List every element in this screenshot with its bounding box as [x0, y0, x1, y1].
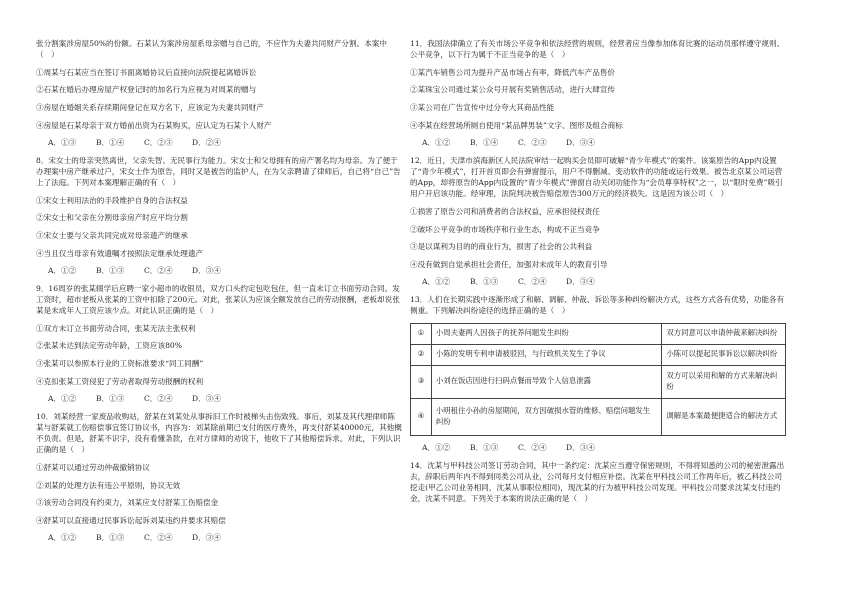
q12-option-d: D．③④ [566, 277, 595, 287]
q11-statement-1: ①某汽车销售公司为提升产品市场占有率，降低汽车产品售价 [410, 67, 616, 77]
q7-statement-1: ①周某与石某应当在签订书面离婚协议后直接向法院提起离婚诉讼 [36, 67, 257, 77]
table-cell-situation: 小陈的发明专利申请被驳回，与行政机关发生了争议 [431, 344, 662, 365]
question-11-stem: 11．我国法律确立了有关市场公平竞争和依法经营的规则，经营者应当像参加体育比赛的运动员那样遵守规则、公平竞争，以下行为属于不正当竞争的是（ ） [410, 39, 785, 60]
q12-option-c: C．②④ [518, 277, 547, 287]
question-13-stem: 13．人们在长期实践中逐渐形成了和解、调解、仲裁、诉讼等多种纠纷解决方式，这些方式各有优势，功能各有侧重。下列解决纠纷途径的选择正确的是（ ） [410, 294, 785, 316]
table-row [411, 398, 786, 435]
q9-statement-3: ③张某可以参照本行业的工资标准要求“同工同酬” [36, 358, 204, 368]
q13-option-c: C．②④ [518, 443, 547, 453]
q13-option-a: A．①② [422, 443, 451, 453]
q10-statement-1: ①舒某可以通过劳动仲裁撤销协议 [36, 462, 150, 472]
q13-table [410, 323, 786, 436]
table-cell-solution: 调解是本案最便捷适合的解决方式 [662, 398, 786, 435]
q9-statement-4: ④克扣张某工资侵犯了劳动者取得劳动报酬的权利 [36, 376, 204, 386]
q11-option-a: A．①② [422, 138, 451, 148]
table-row [411, 365, 786, 398]
q11-option-b: B．①④ [470, 138, 499, 148]
left-column [36, 38, 402, 550]
q10-statement-2: ②刘某的处理方法有违公平原则，协议无效 [36, 480, 181, 490]
q12-statement-1: ①损害了原告公司和消费者的合法权益，应承担侵权责任 [410, 206, 600, 216]
q8-option-a: A．①② [48, 266, 77, 276]
table-cell-solution: 小陈可以提起民事诉讼以解决纠纷 [662, 344, 786, 365]
q9-option-c: C．②④ [144, 394, 173, 404]
q12-option-b: B．①③ [470, 277, 499, 287]
q9-options [36, 393, 402, 404]
q7-statement-2: ②石某在婚后办理房屋产权登记时的加名行为应视为对周某的赠与 [36, 85, 257, 95]
question-12-stem: 12．近日，天津市滨海新区人民法院审结一起购买会员即可破解“青少年模式”的案件。该案原告的App内设置了“青少年模式”，打开首页即会有弹窗提示，用户不得删减、变动软件的功能或运行效果。被告北京某公司运营的App，却将原告的App内设置的“青少年模式”弹窗自动关闭功能作为“会员尊享特权”之一，以“限时免费”吸引用户开启该功能。经审理，法院判决被告赔偿原告300万元的经济损失。这是因为该公司（ ） [410, 155, 783, 199]
question-10-stem: 10．刘某经营一家废品收购站，舒某在刘某处从事拆旧工作时被梯头击伤致残。事后，刘某及其代理律师陈某与舒某就工伤赔偿事宜签订协议书，内容为：刘某除前期已支付的医疗费外，再支付舒某40000元，其他概不负责。但是，舒某不识字，没有看懂条款，在对方律师的劝说下，他收下了其他赔偿诉求。对此，下列认识正确的是（ ） [36, 411, 402, 455]
q13-options [410, 442, 786, 453]
q11-option-c: C．②③ [518, 138, 547, 148]
table-cell-number: ② [411, 344, 432, 365]
q8-option-d: D．③④ [192, 266, 221, 276]
table-cell-number: ① [411, 323, 432, 344]
question-14-stem: 14．沈某与甲科技公司签订劳动合同，其中一条约定：沈某应当遵守保密规则，不得将知悉的公司的秘密泄露出去，辞职后两年内不得到同类公司从业，公司每月支付相应补偿。沈某在甲科技公司工作两年后，被乙科技公司挖走(甲乙公司业务相同，沈某从事职位相同)，现沈某的行为被甲科技公司发现。甲科技公司要求沈某支付违约金，沈某不同意。下列关于本案的说法正确的是（ ） [410, 460, 785, 504]
q7-option-d: D．②④ [192, 138, 221, 148]
q10-option-d: D．③④ [192, 533, 221, 543]
q8-option-b: B．①③ [96, 266, 125, 276]
table-row [411, 344, 786, 365]
q9-option-b: B．①③ [96, 394, 125, 404]
q12-statement-4: ④没有做到自觉承担社会责任，加强对未成年人的教育引导 [410, 259, 608, 269]
q9-statement-2: ②张某未达到法定劳动年龄，工资应该80% [36, 341, 182, 351]
q9-statement-1: ①双方未订立书面劳动合同，张某无法主张权利 [36, 323, 196, 333]
q7-option-c: C．②③ [144, 138, 173, 148]
q13-option-d: D．③④ [566, 443, 595, 453]
q12-statement-3: ③是以谋利为目的的商业行为，损害了社会的公共利益 [410, 242, 593, 252]
q8-statement-3: ③宋女士要与父亲共同完成对母亲遗产的继承 [36, 230, 188, 240]
q8-options [36, 265, 402, 276]
q9-option-a: A．①② [48, 394, 77, 404]
q11-statement-2: ②某珠宝公司通过某公众号开展有奖销售活动，进行大肆宣传 [410, 85, 616, 95]
table-row [411, 323, 786, 344]
table-cell-number: ③ [411, 365, 432, 398]
q8-option-c: C．②④ [144, 266, 173, 276]
question-9-stem: 9．16周岁的张某辍学后应聘一家小超市的收银员，双方口头约定包吃包住，但一直未订立书面劳动合同。发工资时，超市老板从张某的工资中扣除了200元。对此，张某认为应该全额发放自己的劳动报酬，老板却说张某是未成年人工资应该少点。对此认识正确的是（ ） [36, 283, 400, 316]
q10-statement-3: ③该劳动合同没有约束力，刘某应支付舒某工伤赔偿金 [36, 498, 219, 508]
q7-options [36, 137, 402, 148]
q8-statement-2: ②宋女士和父亲在分割母亲房产时应平均分割 [36, 213, 188, 223]
q10-statement-4: ④舒某可以直接通过民事诉讼起诉刘某违约并要求其赔偿 [36, 515, 226, 525]
table-cell-situation: 小周夫妻两人因孩子的抚养问题发生纠纷 [431, 323, 662, 344]
q11-statement-4: ④李某在经营场所厕自使用“某品牌男装”文字、图形及组合商标 [410, 120, 623, 130]
q7-option-a: A．①③ [48, 138, 77, 148]
q10-option-a: A．①② [48, 533, 77, 543]
question-7-stem-tail: 张分割案涉房屋50%的份额。石某认为案涉房屋系母亲赠与自己的，不应作为夫妻共同财产分割。本案中（ ） [36, 39, 387, 60]
table-cell-number: ④ [411, 398, 432, 435]
q10-options [36, 532, 402, 543]
q7-option-b: B．①④ [96, 138, 125, 148]
q12-option-a: A．①② [422, 277, 451, 287]
table-cell-situation: 小明租住小孙的房屋期间，双方因破损水管的维修、赔偿问题发生纠纷 [431, 398, 662, 435]
q10-option-c: C．②④ [144, 533, 173, 543]
table-cell-solution: 双方同意可以申请仲裁来解决纠纷 [662, 323, 786, 344]
q10-option-b: B．①③ [96, 533, 125, 543]
q11-options [410, 137, 786, 148]
q8-statement-4: ④当且仅当母亲有效遗嘱才按照法定继承处理遗产 [36, 248, 204, 258]
question-8-stem: 8．宋女士的母亲突然离世，父亲失智、无民事行为能力。宋女士和父母拥有的房产署名均为母亲。为了便于办理案中房产继承过户，宋女士作为原告，同时又是被告的监护人，在为父亲聘请了律师后，自己将“自己”告上了法庭。下列对本案理解正确的有（ ） [36, 155, 401, 188]
table-cell-situation: 小刘在饭店因进行扫码点餐而导致个人信息泄露 [431, 365, 662, 398]
q12-statement-2: ②破坏公平竞争的市场秩序和行业生态，构成不正当竞争 [410, 224, 600, 234]
q12-options [410, 276, 786, 287]
q8-statement-1: ①宋女士利用法治的手段维护自身的合法权益 [36, 195, 188, 205]
q11-option-d: D．③④ [566, 138, 595, 148]
q11-statement-3: ③某公司在广告宣传中过分夸大其商品性能 [410, 102, 555, 112]
q7-statement-4: ④房屋是石某母亲于双方婚前出资为石某购买，应认定为石某个人财产 [36, 120, 272, 130]
q9-option-d: D．③④ [192, 394, 221, 404]
q13-option-b: B．①③ [470, 443, 499, 453]
right-column [410, 38, 786, 511]
table-cell-solution: 双方可以采用和解的方式来解决纠纷 [662, 365, 786, 398]
q7-statement-3: ③房屋在婚姻关系存续期间登记在双方名下，应该定为夫妻共同财产 [36, 102, 264, 112]
